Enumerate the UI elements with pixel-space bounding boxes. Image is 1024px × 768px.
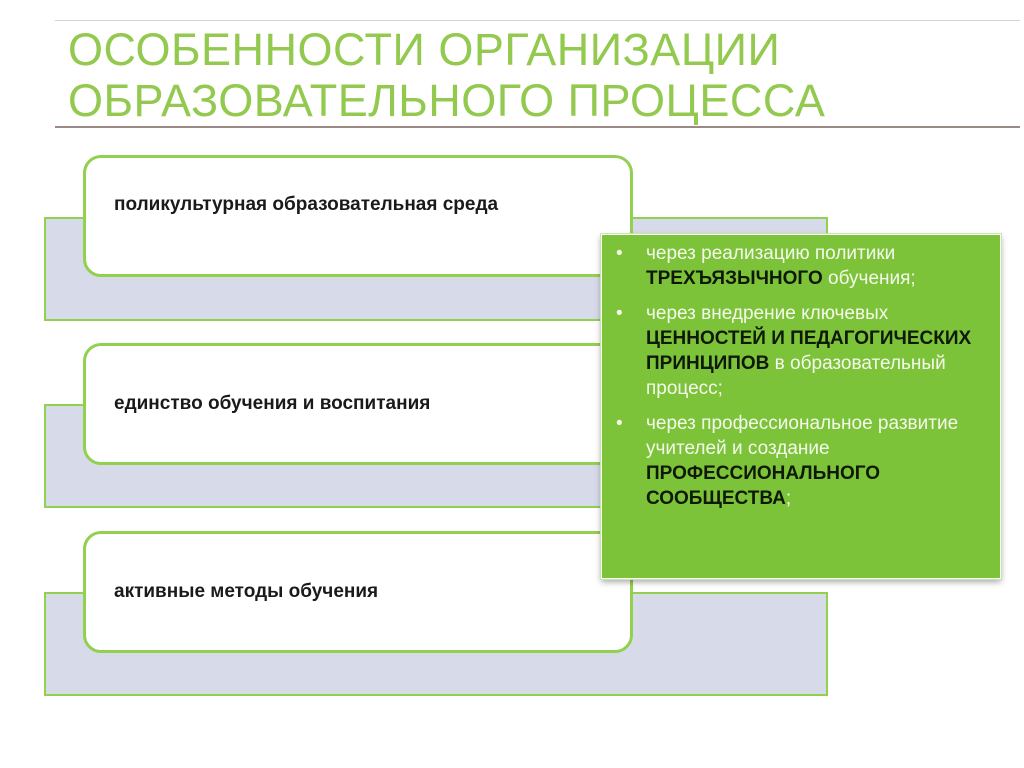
- details-panel: [601, 234, 1001, 579]
- details-item-3-text: через профессиональное развитие учителей и создание: [646, 413, 959, 459]
- details-item-1-text: через реализацию политики: [646, 243, 896, 264]
- details-item-3-emphasis: ПРОФЕССИОНАЛЬНОГО СООБЩЕСТВА: [646, 463, 881, 509]
- block-2-label: единство обучения и воспитания: [114, 393, 431, 414]
- details-item-2-tail: в образовательный процесс;: [646, 353, 946, 399]
- details-item-2-text: через внедрение ключевых: [646, 303, 889, 324]
- bullet-icon: •: [616, 243, 623, 264]
- details-item-2: [616, 301, 986, 401]
- details-item-3-tail: ;: [785, 488, 792, 509]
- block-3-label: активные методы обучения: [114, 581, 379, 602]
- details-list: [616, 241, 986, 511]
- details-item-1-tail: обучения;: [822, 268, 916, 289]
- details-item-1-emphasis: ТРЕХЪЯЗЫЧНОГО: [646, 268, 823, 289]
- slide-title-line-1: ОСОБЕННОСТИ ОРГАНИЗАЦИИ: [68, 24, 781, 75]
- details-item-2-emphasis: ЦЕННОСТЕЙ И ПЕДАГОГИЧЕСКИХ ПРИНЦИПОВ: [646, 328, 972, 374]
- block-1-label: поликультурная образовательная среда: [114, 194, 499, 215]
- title-underline: [55, 126, 1020, 128]
- slide-title-line-2: ОБРАЗОВАТЕЛЬНОГО ПРОЦЕССА: [68, 75, 826, 126]
- bullet-icon: •: [616, 303, 623, 324]
- bullet-icon: •: [616, 413, 623, 434]
- top-divider: [55, 20, 1020, 21]
- details-item-3: [616, 411, 986, 511]
- block-3-card: [83, 531, 633, 653]
- block-2-card: [83, 343, 633, 465]
- slide-title: [68, 24, 1008, 126]
- block-1-card: [83, 155, 633, 277]
- details-item-1: [616, 241, 986, 291]
